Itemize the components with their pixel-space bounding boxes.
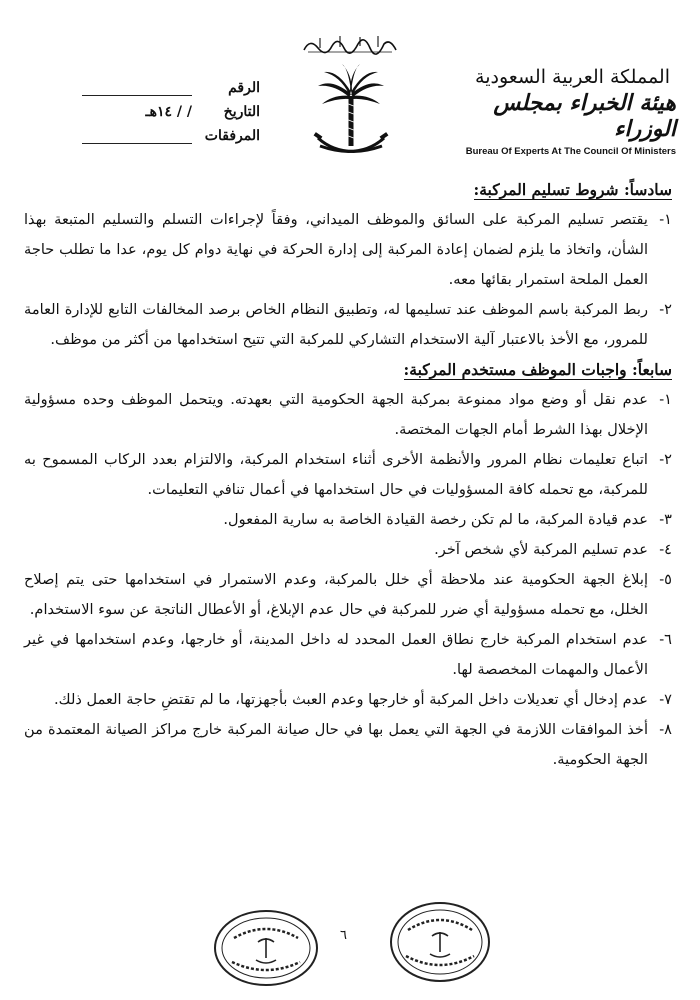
- section-7-item: ٣- عدم قيادة المركبة، ما لم تكن رخصة القيادة الخاصة به سارية المفعول.: [223, 511, 672, 528]
- date-label: التاريخ: [223, 104, 260, 120]
- page-number: ٦: [340, 928, 347, 943]
- section-7-item: ٨- أخذ الموافقات اللازمة في الجهة التي يعمل بها في حال صيانة المركبة خارج مراكز الصيانة المعتمدة من الجهة الحكومية.: [24, 721, 672, 768]
- ref-label: الرقم: [228, 80, 260, 96]
- basmala-calligraphy: [300, 32, 400, 56]
- attachments-row: [20, 124, 260, 148]
- attachments-label: المرفقات: [204, 128, 260, 144]
- section-7-item: ٢- اتباع تعليمات نظام المرور والأنظمة الأخرى أثناء استخدام المركبة، والالتزام بعدد الركاب المسموح به للمركبة، مع تحمله كافة المسؤوليات في حال استخدامها في أعمال تنافي التعليمات.: [24, 451, 672, 498]
- ref-row: [20, 76, 260, 100]
- section-6-item: ٢- ربط المركبة باسم الموظف عند تسليمها له، وتطبيق النظام الخاص برصد المخالفات التابع للإدارة العامة للمرور، مع الأخذ بالاعتبار آلية الاستخدام التشاركي للمركبة التي تتيح استخدامها من أكثر من موظف.: [24, 301, 672, 348]
- section-7-item: ١- عدم نقل أو وضع مواد ممنوعة بمركبة الجهة الحكومية التي بعهدته. ويتحمل الموظف وحده مسؤولية الإخلال بهذا الشرط أمام الجهات المختصة.: [24, 391, 672, 438]
- org-name-en: Bureau Of Experts At The Council Of Ministers: [465, 146, 676, 157]
- organization-block: [446, 66, 676, 157]
- saudi-emblem-icon: [312, 64, 390, 164]
- section-6-title: سادساً: شروط تسليم المركبة:: [473, 180, 672, 199]
- section-7-item: ٤- عدم تسليم المركبة لأي شخص آخر.: [434, 541, 672, 558]
- date-value: / / ١٤هـ: [145, 104, 192, 120]
- official-seal-right-stamp: [388, 900, 492, 984]
- emblem-block: [290, 26, 410, 156]
- section-7-title: سابعاً: واجبات الموظف مستخدم المركبة:: [403, 360, 672, 379]
- letterhead: [0, 0, 700, 170]
- attachments-blank-line: [82, 129, 192, 144]
- document-body: [24, 175, 672, 775]
- section-7-item: ٥- إبلاغ الجهة الحكومية عند ملاحظة أي خلل بالمركبة، وعدم الاستمرار في استخدامها حتى يتم إصلاح الخلل، مع تحمله مسؤولية أي ضرر للمركبة في حال عدم الإبلاغ، أو الأعطال الناتجة عن سوء الاستخدام.: [24, 571, 672, 618]
- date-row: [20, 100, 260, 124]
- reference-block: [20, 76, 260, 148]
- org-country-ar: المملكة العربية السعودية: [475, 66, 670, 88]
- ref-blank-line: [82, 81, 192, 96]
- org-name-ar: هيئة الخبراء بمجلس الوزراء: [493, 90, 676, 142]
- official-seal-left-stamp: [212, 908, 320, 988]
- section-7-item: ٧- عدم إدخال أي تعديلات داخل المركبة أو خارجها وعدم العبث بأجهزتها، ما لم تقتضِ حاجة العمل ذلك.: [54, 691, 672, 708]
- section-7-item: ٦- عدم استخدام المركبة خارج نطاق العمل المحدد له داخل المدينة، أو خارجها، وعدم استخدامها في غير الأعمال والمهمات المخصصة لها.: [24, 631, 672, 678]
- section-6-item: ١- يقتصر تسليم المركبة على السائق والموظف الميداني، وفقاً لإجراءات التسلم والتسليم المتبعة بهذا الشأن، واتخاذ ما يلزم لضمان إعادة المركبة إلى إدارة الحركة في نهاية دوام كل يوم، عدا ما تطلب حاجة العمل الملحة استمرار بقائها معه.: [24, 211, 672, 288]
